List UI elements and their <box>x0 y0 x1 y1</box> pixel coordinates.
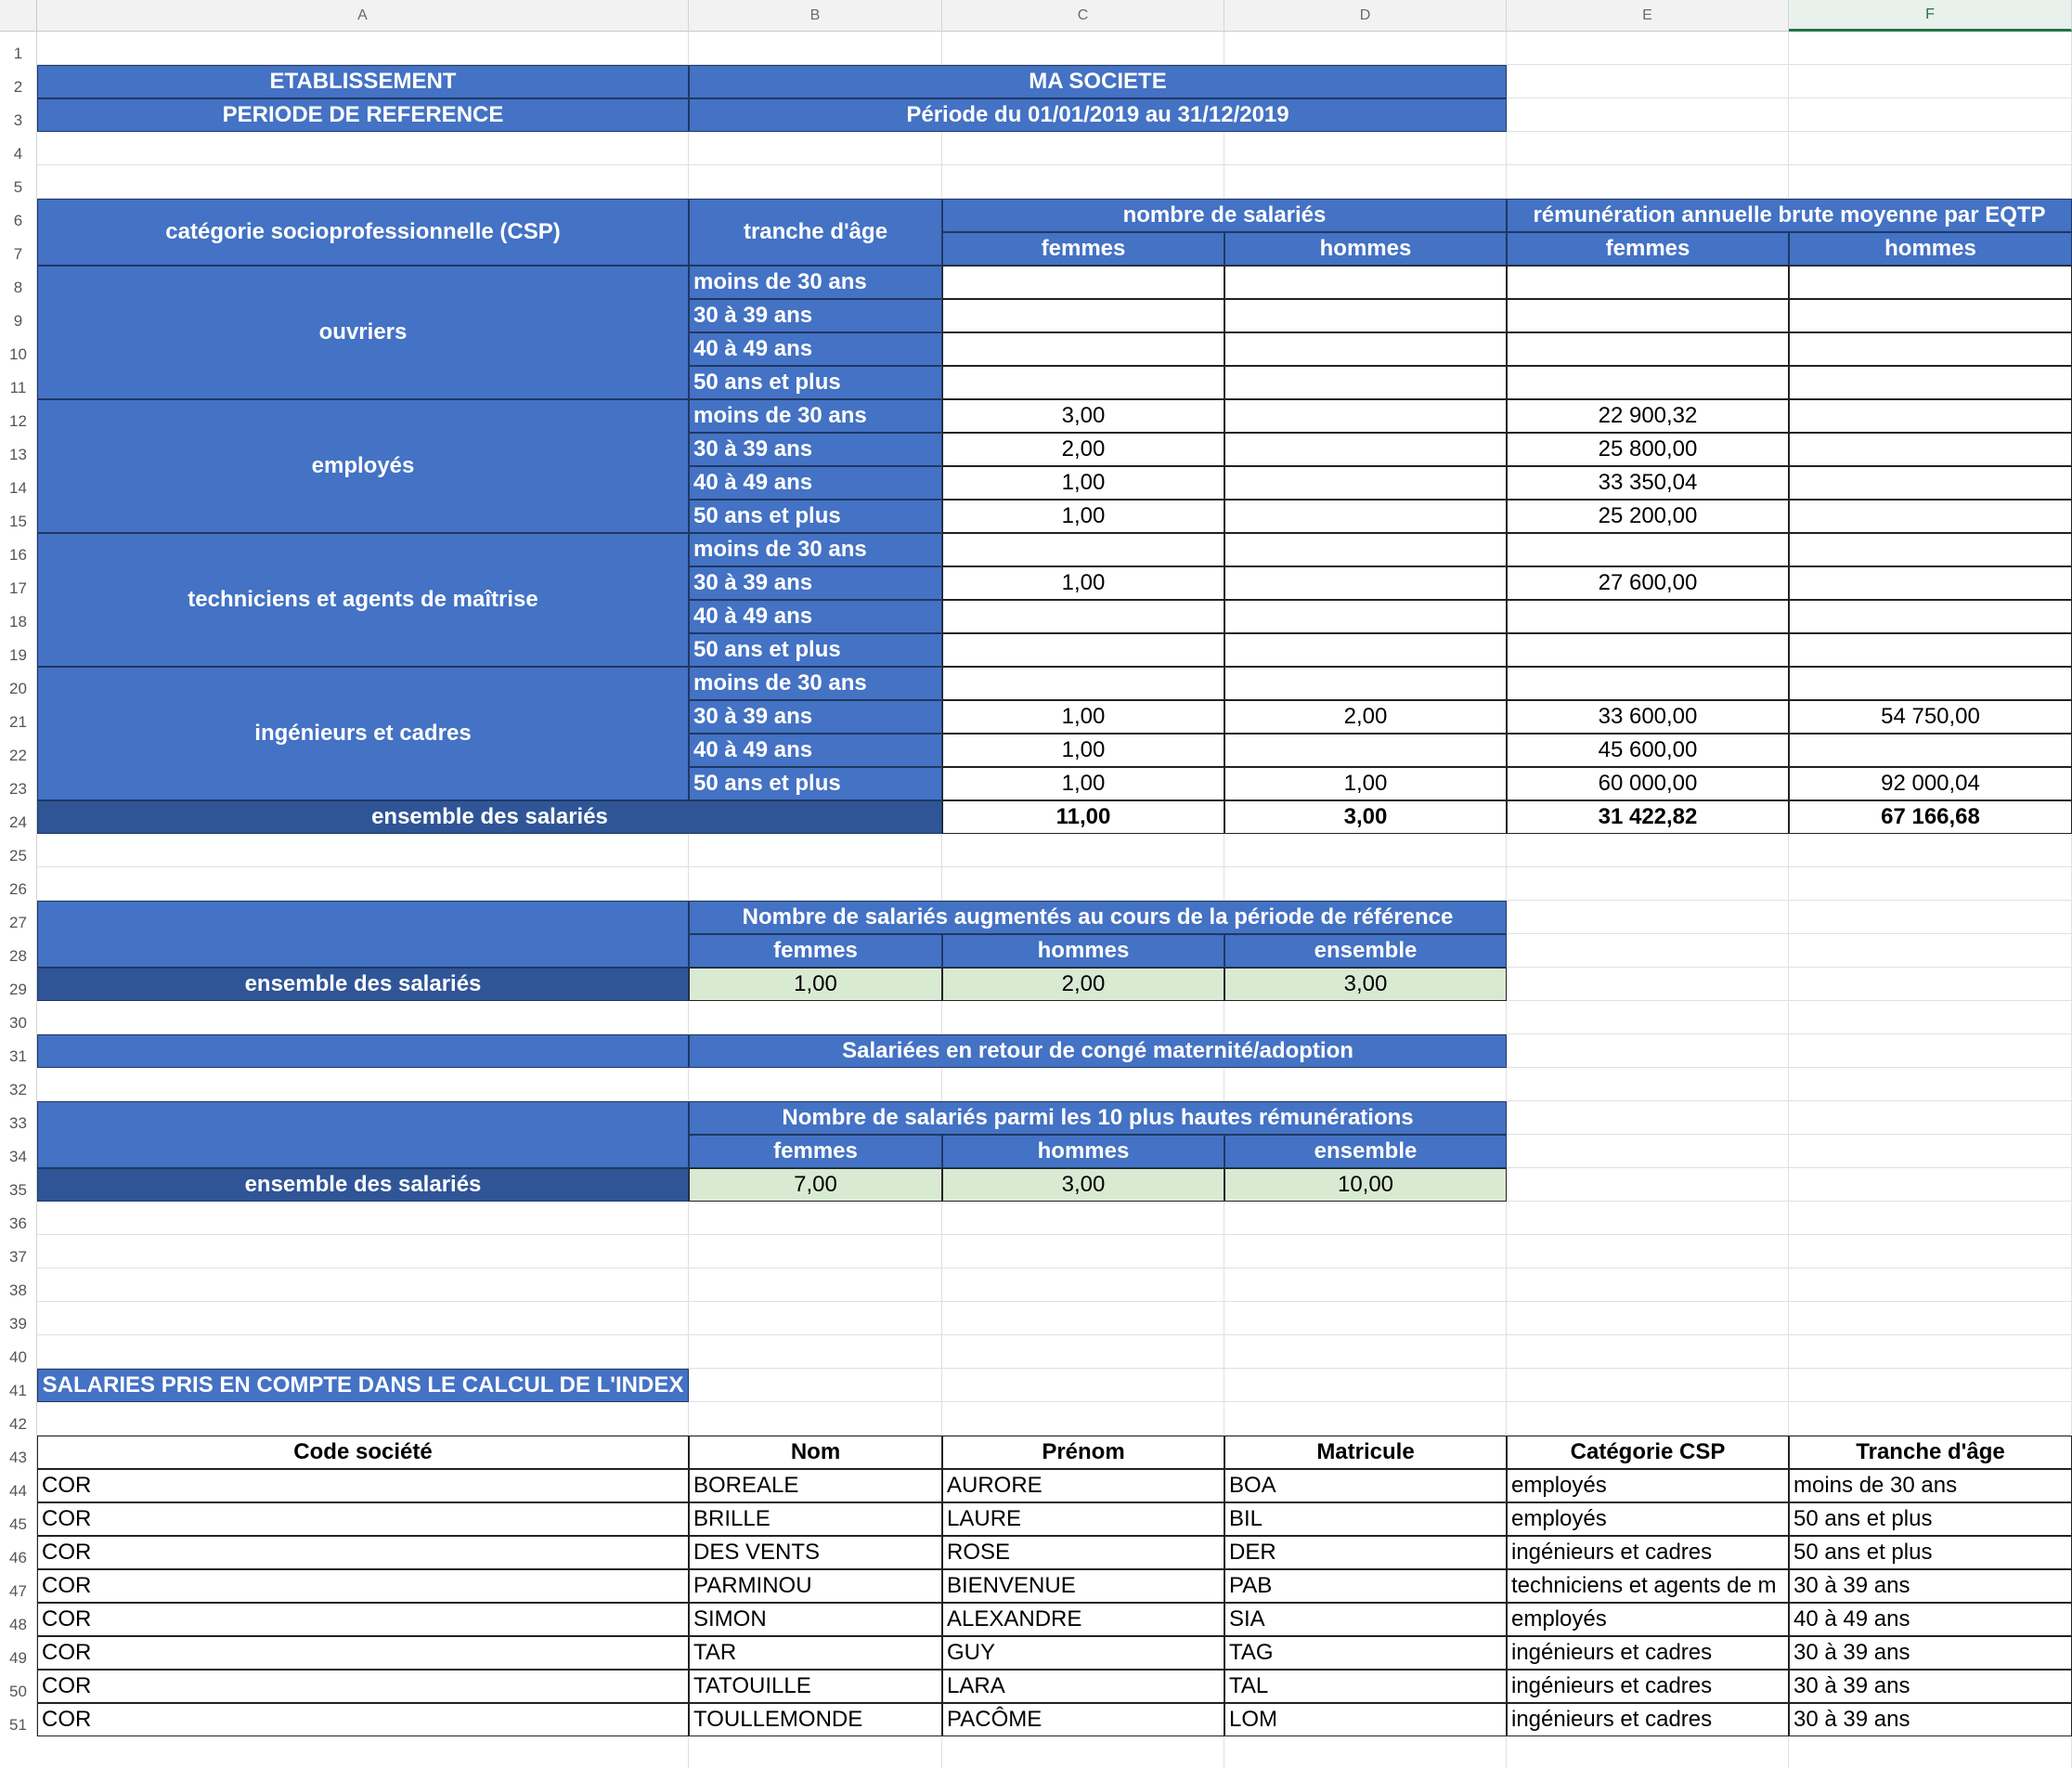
age-band-cell[interactable]: 50 ans et plus <box>689 767 942 800</box>
top10-value-cell[interactable]: 7,00 <box>689 1168 942 1202</box>
row-header[interactable]: 31 <box>0 1034 37 1068</box>
select-all-corner[interactable] <box>0 0 37 32</box>
count-femmes-cell[interactable] <box>942 266 1224 299</box>
row-header[interactable]: 27 <box>0 901 37 934</box>
count-femmes-cell[interactable]: 1,00 <box>942 566 1224 600</box>
count-femmes-cell[interactable]: 1,00 <box>942 500 1224 533</box>
employee-cell[interactable]: COR <box>37 1536 689 1569</box>
age-band-cell[interactable]: 50 ans et plus <box>689 633 942 667</box>
row-header[interactable]: 12 <box>0 399 37 433</box>
employee-cell[interactable]: BIL <box>1224 1502 1507 1536</box>
pay-hommes-cell[interactable] <box>1789 266 2072 299</box>
age-band-cell[interactable]: moins de 30 ans <box>689 667 942 700</box>
row-header[interactable]: 44 <box>0 1469 37 1502</box>
age-band-cell[interactable]: moins de 30 ans <box>689 399 942 433</box>
pay-header[interactable]: rémunération annuelle brute moyenne par EQTP <box>1507 199 2072 232</box>
pay-femmes-cell[interactable]: 27 600,00 <box>1507 566 1789 600</box>
row-header[interactable]: 5 <box>0 165 37 199</box>
augmented-row-label[interactable]: ensemble des salariés <box>37 968 689 1001</box>
employees-column-header[interactable]: Catégorie CSP <box>1507 1436 1789 1469</box>
pay-hommes-cell[interactable] <box>1789 466 2072 500</box>
pay-femmes-cell[interactable] <box>1507 332 1789 366</box>
pay-hommes-cell[interactable] <box>1789 533 2072 566</box>
csp-group-cell[interactable]: ingénieurs et cadres <box>37 667 689 800</box>
column-header-f[interactable]: F <box>1789 0 2072 32</box>
age-band-cell[interactable]: 40 à 49 ans <box>689 466 942 500</box>
top10-value-cell[interactable]: 3,00 <box>942 1168 1224 1202</box>
count-hommes-cell[interactable] <box>1224 266 1507 299</box>
row-header[interactable]: 49 <box>0 1636 37 1670</box>
age-band-cell[interactable]: 30 à 39 ans <box>689 566 942 600</box>
count-hommes-cell[interactable]: 1,00 <box>1224 767 1507 800</box>
employees-column-header[interactable]: Tranche d'âge <box>1789 1436 2072 1469</box>
count-hommes-cell[interactable] <box>1224 600 1507 633</box>
age-band-cell[interactable]: 50 ans et plus <box>689 366 942 399</box>
count-femmes-cell[interactable]: 1,00 <box>942 466 1224 500</box>
employee-cell[interactable]: TOULLEMONDE <box>689 1703 942 1736</box>
age-band-cell[interactable]: 40 à 49 ans <box>689 600 942 633</box>
count-femmes-cell[interactable] <box>942 633 1224 667</box>
row-header[interactable]: 16 <box>0 533 37 566</box>
row-header[interactable]: 14 <box>0 466 37 500</box>
count-hommes-cell[interactable] <box>1224 633 1507 667</box>
employee-cell[interactable]: LAURE <box>942 1502 1224 1536</box>
employee-cell[interactable]: PAB <box>1224 1569 1507 1603</box>
total-label[interactable]: ensemble des salariés <box>37 800 942 834</box>
row-gridline <box>37 1301 2072 1302</box>
row-header[interactable]: 8 <box>0 266 37 299</box>
employee-cell[interactable]: SIA <box>1224 1603 1507 1636</box>
pay-femmes-cell[interactable]: 33 600,00 <box>1507 700 1789 734</box>
csp-group-cell[interactable]: ouvriers <box>37 266 689 399</box>
pay-hommes-cell[interactable]: 92 000,04 <box>1789 767 2072 800</box>
employee-cell[interactable]: 50 ans et plus <box>1789 1536 2072 1569</box>
pay-femmes-cell[interactable] <box>1507 299 1789 332</box>
row-header[interactable]: 45 <box>0 1502 37 1536</box>
row-header[interactable]: 6 <box>0 199 37 232</box>
row-header[interactable]: 23 <box>0 767 37 800</box>
row-header[interactable]: 4 <box>0 132 37 165</box>
row-gridline <box>37 1234 2072 1235</box>
count-hommes-cell[interactable] <box>1224 533 1507 566</box>
employees-column-header[interactable]: Matricule <box>1224 1436 1507 1469</box>
employee-cell[interactable]: ingénieurs et cadres <box>1507 1636 1789 1670</box>
employee-cell[interactable]: COR <box>37 1703 689 1736</box>
top10-blank-header[interactable] <box>37 1101 689 1168</box>
employee-cell[interactable]: COR <box>37 1502 689 1536</box>
age-band-cell[interactable]: 50 ans et plus <box>689 500 942 533</box>
row-header[interactable]: 7 <box>0 232 37 266</box>
pay-femmes-cell[interactable] <box>1507 366 1789 399</box>
employee-cell[interactable]: 30 à 39 ans <box>1789 1636 2072 1670</box>
count-hommes-cell[interactable] <box>1224 332 1507 366</box>
augmented-femmes-header[interactable]: femmes <box>689 934 942 968</box>
top10-value-cell[interactable]: 10,00 <box>1224 1168 1507 1202</box>
count-hommes-cell[interactable] <box>1224 500 1507 533</box>
row-header[interactable]: 38 <box>0 1268 37 1302</box>
row-gridline <box>37 164 2072 165</box>
pay-hommes-cell[interactable] <box>1789 633 2072 667</box>
count-hommes-cell[interactable] <box>1224 566 1507 600</box>
augmented-value-cell[interactable]: 2,00 <box>942 968 1224 1001</box>
pay-femmes-cell[interactable]: 25 800,00 <box>1507 433 1789 466</box>
pay-femmes-cell[interactable]: 33 350,04 <box>1507 466 1789 500</box>
row-header[interactable]: 32 <box>0 1068 37 1101</box>
augmented-blank-header[interactable] <box>37 901 689 968</box>
count-femmes-cell[interactable]: 1,00 <box>942 700 1224 734</box>
employee-cell[interactable]: PARMINOU <box>689 1569 942 1603</box>
row-header[interactable]: 29 <box>0 968 37 1001</box>
row-header[interactable]: 22 <box>0 734 37 767</box>
row-header[interactable]: 30 <box>0 1001 37 1034</box>
pay-femmes-cell[interactable] <box>1507 533 1789 566</box>
employee-cell[interactable]: COR <box>37 1469 689 1502</box>
pay-hommes-cell[interactable] <box>1789 734 2072 767</box>
row-header[interactable]: 11 <box>0 366 37 399</box>
count-hommes-cell[interactable] <box>1224 299 1507 332</box>
age-band-cell[interactable]: 30 à 39 ans <box>689 433 942 466</box>
employee-cell[interactable]: employés <box>1507 1502 1789 1536</box>
age-band-cell[interactable]: 30 à 39 ans <box>689 700 942 734</box>
employee-cell[interactable]: LARA <box>942 1670 1224 1703</box>
row-header[interactable]: 24 <box>0 800 37 834</box>
count-hommes-cell[interactable] <box>1224 366 1507 399</box>
pay-hommes-header[interactable]: hommes <box>1789 232 2072 266</box>
row-header[interactable]: 15 <box>0 500 37 533</box>
employee-cell[interactable]: moins de 30 ans <box>1789 1469 2072 1502</box>
count-femmes-cell[interactable]: 1,00 <box>942 734 1224 767</box>
pay-femmes-cell[interactable]: 45 600,00 <box>1507 734 1789 767</box>
employee-cell[interactable]: COR <box>37 1636 689 1670</box>
employee-cell[interactable]: COR <box>37 1603 689 1636</box>
etablissement-label[interactable]: ETABLISSEMENT <box>37 65 689 98</box>
age-band-cell[interactable]: 40 à 49 ans <box>689 332 942 366</box>
count-hommes-cell[interactable] <box>1224 433 1507 466</box>
column-header-d[interactable]: D <box>1224 0 1507 32</box>
row-header[interactable]: 35 <box>0 1168 37 1202</box>
row-header[interactable]: 25 <box>0 834 37 867</box>
pay-hommes-cell[interactable] <box>1789 600 2072 633</box>
row-header[interactable]: 50 <box>0 1670 37 1703</box>
age-band-cell[interactable]: moins de 30 ans <box>689 533 942 566</box>
maternity-title[interactable]: Salariées en retour de congé maternité/adoption <box>689 1034 1507 1068</box>
count-femmes-cell[interactable]: 2,00 <box>942 433 1224 466</box>
pay-femmes-header[interactable]: femmes <box>1507 232 1789 266</box>
row-header[interactable]: 37 <box>0 1235 37 1268</box>
column-header-b[interactable]: B <box>689 0 942 32</box>
employee-cell[interactable]: 30 à 39 ans <box>1789 1703 2072 1736</box>
count-hommes-cell[interactable]: 2,00 <box>1224 700 1507 734</box>
row-header[interactable]: 47 <box>0 1569 37 1603</box>
age-band-cell[interactable]: 30 à 39 ans <box>689 299 942 332</box>
age-header[interactable]: tranche d'âge <box>689 199 942 266</box>
pay-femmes-cell[interactable]: 25 200,00 <box>1507 500 1789 533</box>
row-header[interactable]: 3 <box>0 98 37 132</box>
age-band-cell[interactable]: moins de 30 ans <box>689 266 942 299</box>
count-header[interactable]: nombre de salariés <box>942 199 1507 232</box>
row-header[interactable]: 10 <box>0 332 37 366</box>
employee-cell[interactable]: DER <box>1224 1536 1507 1569</box>
row-header[interactable]: 41 <box>0 1369 37 1402</box>
employee-cell[interactable]: 50 ans et plus <box>1789 1502 2072 1536</box>
employee-cell[interactable]: employés <box>1507 1469 1789 1502</box>
count-femmes-cell[interactable] <box>942 366 1224 399</box>
employee-cell[interactable]: LOM <box>1224 1703 1507 1736</box>
row-header[interactable]: 34 <box>0 1135 37 1168</box>
count-hommes-cell[interactable] <box>1224 466 1507 500</box>
employee-cell[interactable]: ROSE <box>942 1536 1224 1569</box>
row-gridline <box>37 1334 2072 1335</box>
row-header[interactable]: 28 <box>0 934 37 968</box>
pay-hommes-cell[interactable] <box>1789 399 2072 433</box>
count-femmes-cell[interactable] <box>942 299 1224 332</box>
count-femmes-cell[interactable] <box>942 600 1224 633</box>
count-hommes-cell[interactable] <box>1224 734 1507 767</box>
total-pay-femmes[interactable]: 31 422,82 <box>1507 800 1789 834</box>
employees-column-header[interactable]: Prénom <box>942 1436 1224 1469</box>
pay-hommes-cell[interactable] <box>1789 433 2072 466</box>
pay-hommes-cell[interactable] <box>1789 332 2072 366</box>
employee-cell[interactable]: 40 à 49 ans <box>1789 1603 2072 1636</box>
top10-hommes-header[interactable]: hommes <box>942 1135 1224 1168</box>
row-header[interactable]: 42 <box>0 1402 37 1436</box>
employee-cell[interactable]: BOREALE <box>689 1469 942 1502</box>
row-header[interactable]: 2 <box>0 65 37 98</box>
column-header-c[interactable]: C <box>942 0 1224 32</box>
row-header[interactable]: 20 <box>0 667 37 700</box>
employee-cell[interactable]: ingénieurs et cadres <box>1507 1670 1789 1703</box>
employee-cell[interactable]: ingénieurs et cadres <box>1507 1703 1789 1736</box>
employees-title[interactable]: SALARIES PRIS EN COMPTE DANS LE CALCUL DE L'INDEX <box>37 1369 689 1402</box>
row-header[interactable]: 26 <box>0 867 37 901</box>
row-header[interactable]: 48 <box>0 1603 37 1636</box>
employee-cell[interactable]: techniciens et agents de m <box>1507 1569 1789 1603</box>
age-band-cell[interactable]: 40 à 49 ans <box>689 734 942 767</box>
pay-hommes-cell[interactable] <box>1789 299 2072 332</box>
employee-cell[interactable]: TAL <box>1224 1670 1507 1703</box>
count-femmes-cell[interactable] <box>942 533 1224 566</box>
row-header[interactable]: 51 <box>0 1703 37 1736</box>
pay-hommes-cell[interactable]: 54 750,00 <box>1789 700 2072 734</box>
employee-cell[interactable]: SIMON <box>689 1603 942 1636</box>
row-header[interactable]: 43 <box>0 1436 37 1469</box>
row-header[interactable]: 21 <box>0 700 37 734</box>
count-femmes-header[interactable]: femmes <box>942 232 1224 266</box>
employee-cell[interactable]: BRILLE <box>689 1502 942 1536</box>
employee-cell[interactable]: employés <box>1507 1603 1789 1636</box>
pay-femmes-cell[interactable]: 60 000,00 <box>1507 767 1789 800</box>
employee-cell[interactable]: PACÔME <box>942 1703 1224 1736</box>
csp-group-cell[interactable]: employés <box>37 399 689 533</box>
top10-ensemble-header[interactable]: ensemble <box>1224 1135 1507 1168</box>
employee-cell[interactable]: ALEXANDRE <box>942 1603 1224 1636</box>
csp-group-cell[interactable]: techniciens et agents de maîtrise <box>37 533 689 667</box>
employee-cell[interactable]: COR <box>37 1569 689 1603</box>
column-header-a[interactable]: A <box>37 0 689 32</box>
count-hommes-header[interactable]: hommes <box>1224 232 1507 266</box>
total-count-hommes[interactable]: 3,00 <box>1224 800 1507 834</box>
employee-cell[interactable]: 30 à 39 ans <box>1789 1569 2072 1603</box>
periode-label[interactable]: PERIODE DE REFERENCE <box>37 98 689 132</box>
pay-femmes-cell[interactable] <box>1507 633 1789 667</box>
count-hommes-cell[interactable] <box>1224 667 1507 700</box>
etablissement-value[interactable]: MA SOCIETE <box>689 65 1507 98</box>
count-femmes-cell[interactable] <box>942 332 1224 366</box>
employee-cell[interactable]: 30 à 39 ans <box>1789 1670 2072 1703</box>
employee-cell[interactable]: ingénieurs et cadres <box>1507 1536 1789 1569</box>
row-header[interactable]: 17 <box>0 566 37 600</box>
periode-value[interactable]: Période du 01/01/2019 au 31/12/2019 <box>689 98 1507 132</box>
employee-cell[interactable]: BOA <box>1224 1469 1507 1502</box>
count-femmes-cell[interactable] <box>942 667 1224 700</box>
augmented-ensemble-header[interactable]: ensemble <box>1224 934 1507 968</box>
employee-cell[interactable]: TAG <box>1224 1636 1507 1670</box>
total-count-femmes[interactable]: 11,00 <box>942 800 1224 834</box>
row-header[interactable]: 1 <box>0 32 37 65</box>
pay-hommes-cell[interactable] <box>1789 667 2072 700</box>
maternity-blank-header[interactable] <box>37 1034 689 1068</box>
pay-femmes-cell[interactable] <box>1507 667 1789 700</box>
top10-femmes-header[interactable]: femmes <box>689 1135 942 1168</box>
total-pay-hommes[interactable]: 67 166,68 <box>1789 800 2072 834</box>
pay-hommes-cell[interactable] <box>1789 366 2072 399</box>
row-header[interactable]: 19 <box>0 633 37 667</box>
pay-femmes-cell[interactable] <box>1507 266 1789 299</box>
csp-header[interactable]: catégorie socioprofessionnelle (CSP) <box>37 199 689 266</box>
employees-column-header[interactable]: Code société <box>37 1436 689 1469</box>
count-femmes-cell[interactable]: 1,00 <box>942 767 1224 800</box>
augmented-hommes-header[interactable]: hommes <box>942 934 1224 968</box>
row-header[interactable]: 39 <box>0 1302 37 1335</box>
pay-hommes-cell[interactable] <box>1789 566 2072 600</box>
employee-cell[interactable]: GUY <box>942 1636 1224 1670</box>
column-header-e[interactable]: E <box>1507 0 1789 32</box>
row-header[interactable]: 46 <box>0 1536 37 1569</box>
top10-row-label[interactable]: ensemble des salariés <box>37 1168 689 1202</box>
employee-cell[interactable]: AURORE <box>942 1469 1224 1502</box>
row-header[interactable]: 40 <box>0 1335 37 1369</box>
employee-cell[interactable]: TAR <box>689 1636 942 1670</box>
employees-column-header[interactable]: Nom <box>689 1436 942 1469</box>
row-header[interactable]: 36 <box>0 1202 37 1235</box>
row-gridline <box>37 866 2072 867</box>
augmented-value-cell[interactable]: 1,00 <box>689 968 942 1001</box>
top10-title[interactable]: Nombre de salariés parmi les 10 plus hautes rémunérations <box>689 1101 1507 1135</box>
row-header[interactable]: 18 <box>0 600 37 633</box>
row-header[interactable]: 33 <box>0 1101 37 1135</box>
count-femmes-cell[interactable]: 3,00 <box>942 399 1224 433</box>
row-header[interactable]: 13 <box>0 433 37 466</box>
employee-cell[interactable]: COR <box>37 1670 689 1703</box>
pay-femmes-cell[interactable]: 22 900,32 <box>1507 399 1789 433</box>
employee-cell[interactable]: BIENVENUE <box>942 1569 1224 1603</box>
augmented-value-cell[interactable]: 3,00 <box>1224 968 1507 1001</box>
pay-hommes-cell[interactable] <box>1789 500 2072 533</box>
pay-femmes-cell[interactable] <box>1507 600 1789 633</box>
employee-cell[interactable]: DES VENTS <box>689 1536 942 1569</box>
augmented-title[interactable]: Nombre de salariés augmentés au cours de la période de référence <box>689 901 1507 934</box>
count-hommes-cell[interactable] <box>1224 399 1507 433</box>
row-header[interactable]: 9 <box>0 299 37 332</box>
employee-cell[interactable]: TATOUILLE <box>689 1670 942 1703</box>
